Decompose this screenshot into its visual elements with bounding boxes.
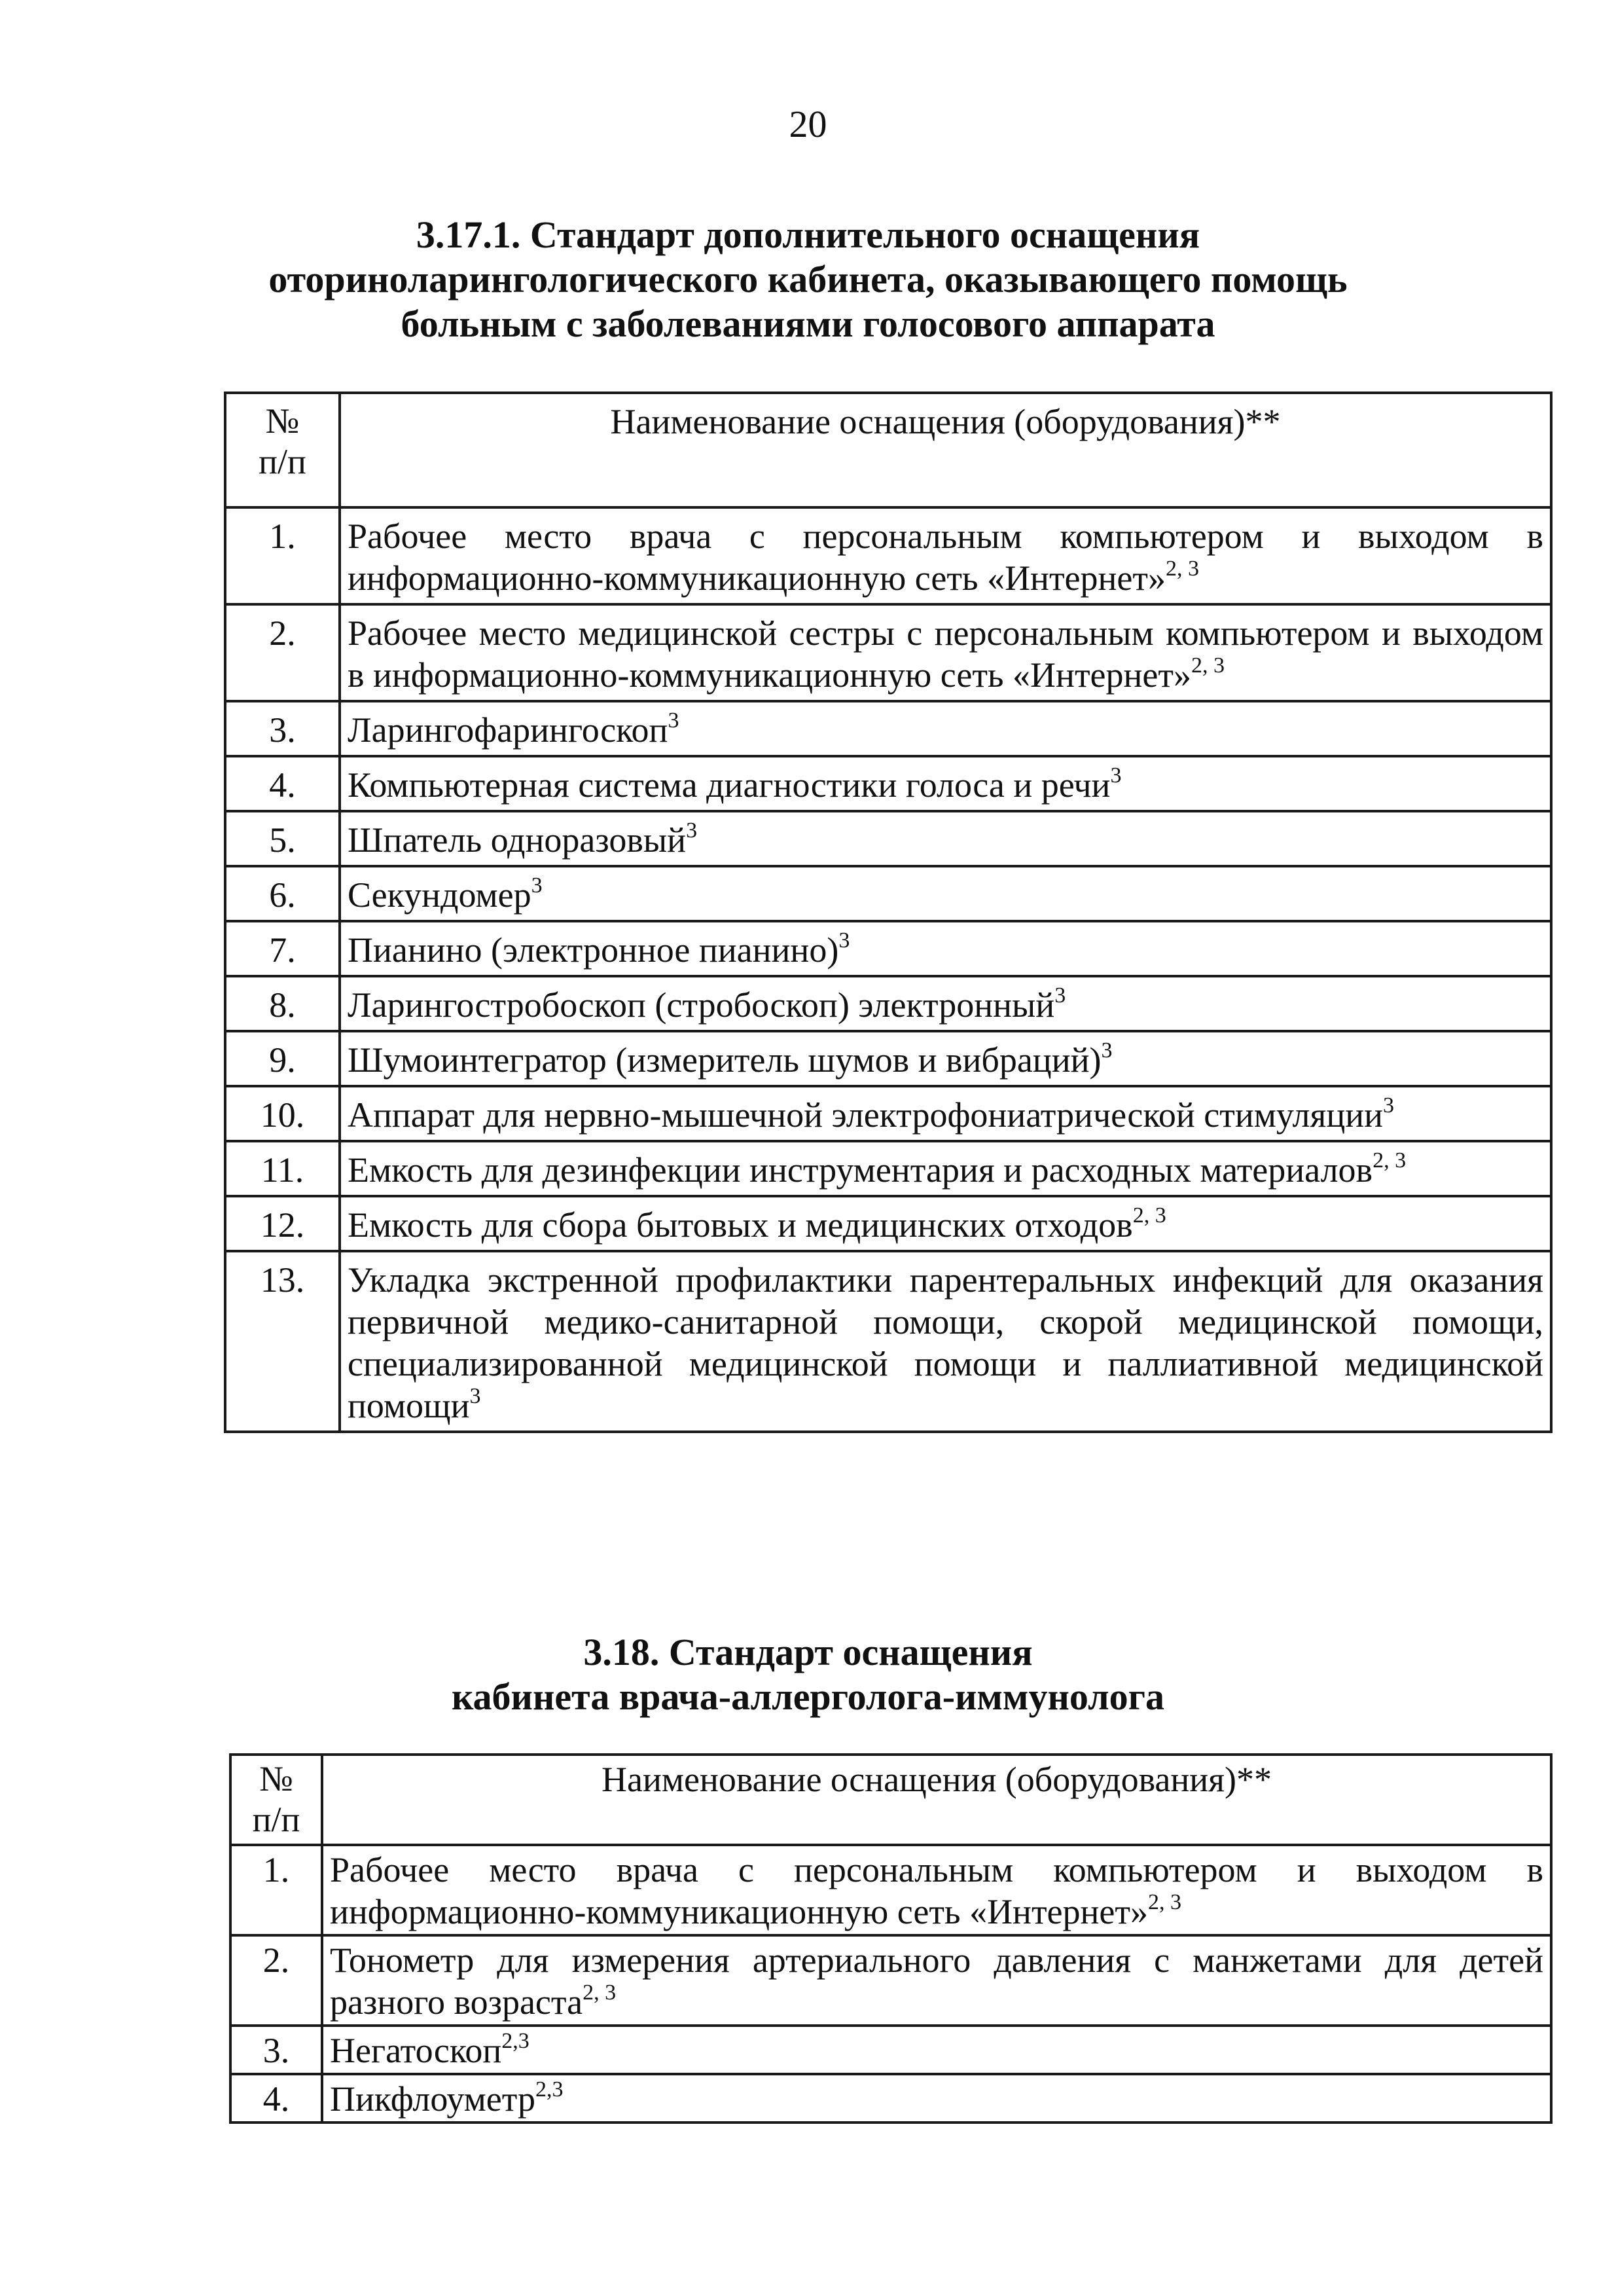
row-equipment-name: Секундомер xyxy=(348,875,531,915)
row-number: 1. xyxy=(225,507,340,604)
row-number: 4. xyxy=(230,2074,322,2123)
row-equipment-name: Рабочее место врача с персональным компьютером и выходом в информационно-коммуникационную сеть «Интернет» xyxy=(330,1850,1543,1931)
row-equipment-name: Емкость для дезинфекции инструментария и расходных материалов xyxy=(348,1150,1373,1190)
row-number: 5. xyxy=(225,811,340,866)
row-number: 12. xyxy=(225,1196,340,1251)
table-row xyxy=(225,1141,1551,1196)
table-row xyxy=(230,2074,1551,2123)
table-row xyxy=(225,507,1551,604)
row-footnote-ref: 3 xyxy=(668,708,679,733)
row-number: 6. xyxy=(225,866,340,921)
row-number: 2. xyxy=(230,1935,322,2026)
table-header-row xyxy=(225,393,1551,507)
row-equipment-name-cell xyxy=(340,976,1551,1031)
row-equipment-name: Емкость для сбора бытовых и медицинских отходов xyxy=(348,1205,1133,1245)
section-title-3-17-1 xyxy=(0,213,1616,346)
row-number: 4. xyxy=(225,756,340,811)
row-equipment-name: Укладка экстренной профилактики парентеральных инфекций для оказания первичной медико-санитарной помощи, скорой медицинской помощи, специализированной медицинской помощи и паллиативной медицинской помощи xyxy=(348,1260,1543,1425)
row-footnote-ref: 2,3 xyxy=(535,2077,564,2102)
row-footnote-ref: 2, 3 xyxy=(1373,1148,1407,1173)
row-number: 11. xyxy=(225,1141,340,1196)
table-header-row xyxy=(230,1755,1551,1845)
table-row xyxy=(225,1031,1551,1086)
table-body xyxy=(225,507,1551,1432)
row-equipment-name-cell xyxy=(340,604,1551,701)
row-footnote-ref: 3 xyxy=(469,1384,481,1408)
table-row xyxy=(225,604,1551,701)
row-number: 3. xyxy=(230,2026,322,2074)
row-number: 2. xyxy=(225,604,340,701)
page-number: 20 xyxy=(789,103,827,145)
row-number: 9. xyxy=(225,1031,340,1086)
row-number: 10. xyxy=(225,1086,340,1141)
header-number-abbrev: п/п xyxy=(259,442,306,481)
equipment-table-3-18 xyxy=(229,1753,1553,2124)
header-number-cell xyxy=(225,393,340,507)
table-row xyxy=(225,1196,1551,1251)
row-equipment-name-cell xyxy=(340,866,1551,921)
header-name-cell: Наименование оснащения (оборудования)** xyxy=(340,393,1551,507)
row-footnote-ref: 3 xyxy=(686,818,698,843)
row-equipment-name: Тонометр для измерения артериального давления с манжетами для детей разного возраста xyxy=(330,1941,1543,2022)
row-footnote-ref: 3 xyxy=(1054,983,1066,1008)
row-equipment-name-cell xyxy=(322,2074,1551,2123)
section-title-line: кабинета врача-аллерголога-иммунолога xyxy=(452,1675,1164,1718)
table-row xyxy=(225,1086,1551,1141)
row-number: 1. xyxy=(230,1845,322,1935)
row-equipment-name: Ларингостробоскоп (стробоскоп) электронный xyxy=(348,985,1055,1025)
section-title-line: 3.18. Стандарт оснащения xyxy=(583,1631,1033,1673)
row-equipment-name: Компьютерная система диагностики голоса и речи xyxy=(348,765,1111,805)
row-equipment-name: Негатоскоп xyxy=(330,2031,502,2070)
row-equipment-name-cell xyxy=(340,811,1551,866)
row-footnote-ref: 3 xyxy=(838,928,850,953)
row-equipment-name-cell xyxy=(340,1141,1551,1196)
row-number: 3. xyxy=(225,701,340,756)
row-footnote-ref: 2, 3 xyxy=(1191,653,1225,678)
row-footnote-ref: 2, 3 xyxy=(1148,1890,1181,1914)
row-equipment-name-cell xyxy=(340,507,1551,604)
table-row xyxy=(230,1935,1551,2026)
section-title-3-18 xyxy=(0,1630,1616,1719)
row-equipment-name-cell xyxy=(340,1086,1551,1141)
row-equipment-name-cell xyxy=(340,921,1551,976)
table-row xyxy=(225,701,1551,756)
row-equipment-name-cell xyxy=(340,1251,1551,1432)
row-equipment-name-cell xyxy=(340,756,1551,811)
row-equipment-name: Рабочее место врача с персональным компьютером и выходом в информационно-коммуникационную сеть «Интернет» xyxy=(348,517,1543,598)
row-equipment-name: Шпатель одноразовый xyxy=(348,820,687,860)
row-equipment-name-cell xyxy=(340,1031,1551,1086)
section-title-line: больным с заболеваниями голосового аппарата xyxy=(401,302,1215,345)
row-equipment-name-cell xyxy=(340,1196,1551,1251)
table-body xyxy=(230,1845,1551,2123)
section-title-line: оториноларингологического кабинета, оказывающего помощь xyxy=(268,258,1348,301)
row-number: 8. xyxy=(225,976,340,1031)
row-footnote-ref: 2, 3 xyxy=(583,1980,617,2005)
table-row xyxy=(225,756,1551,811)
table-row xyxy=(230,1845,1551,1935)
row-equipment-name: Рабочее место медицинской сестры с персональным компьютером и выходом в информационно-коммуникационную сеть «Интернет» xyxy=(348,613,1543,695)
row-footnote-ref: 2, 3 xyxy=(1166,556,1199,581)
row-equipment-name-cell xyxy=(322,1935,1551,2026)
table-row xyxy=(225,976,1551,1031)
table-row xyxy=(225,1251,1551,1432)
row-footnote-ref: 3 xyxy=(531,873,543,898)
equipment-table-3-17-1 xyxy=(224,392,1553,1433)
header-number-cell xyxy=(230,1755,322,1845)
row-equipment-name: Пикфлоуметр xyxy=(330,2079,536,2119)
row-number: 7. xyxy=(225,921,340,976)
header-number-symbol: № xyxy=(259,1759,293,1798)
row-equipment-name: Шумоинтегратор (измеритель шумов и вибраций) xyxy=(348,1040,1102,1080)
row-equipment-name: Аппарат для нервно-мышечной электрофониатрической стимуляции xyxy=(348,1095,1384,1135)
row-footnote-ref: 2,3 xyxy=(501,2029,530,2053)
row-number: 13. xyxy=(225,1251,340,1432)
header-name-cell: Наименование оснащения (оборудования)** xyxy=(322,1755,1551,1845)
row-equipment-name-cell xyxy=(340,701,1551,756)
row-footnote-ref: 3 xyxy=(1110,763,1122,788)
row-footnote-ref: 3 xyxy=(1383,1093,1395,1118)
table-row xyxy=(225,921,1551,976)
section-title-line: 3.17.1. Стандарт дополнительного оснащения xyxy=(416,213,1200,256)
row-footnote-ref: 2, 3 xyxy=(1132,1203,1166,1228)
row-equipment-name-cell xyxy=(322,2026,1551,2074)
row-equipment-name: Ларингофарингоскоп xyxy=(348,710,668,750)
row-equipment-name-cell xyxy=(322,1845,1551,1935)
table-row xyxy=(230,2026,1551,2074)
table-row xyxy=(225,866,1551,921)
row-footnote-ref: 3 xyxy=(1101,1038,1113,1063)
header-number-abbrev: п/п xyxy=(252,1800,300,1839)
header-number-symbol: № xyxy=(265,401,300,441)
table-row xyxy=(225,811,1551,866)
row-equipment-name: Пианино (электронное пианино) xyxy=(348,930,839,970)
